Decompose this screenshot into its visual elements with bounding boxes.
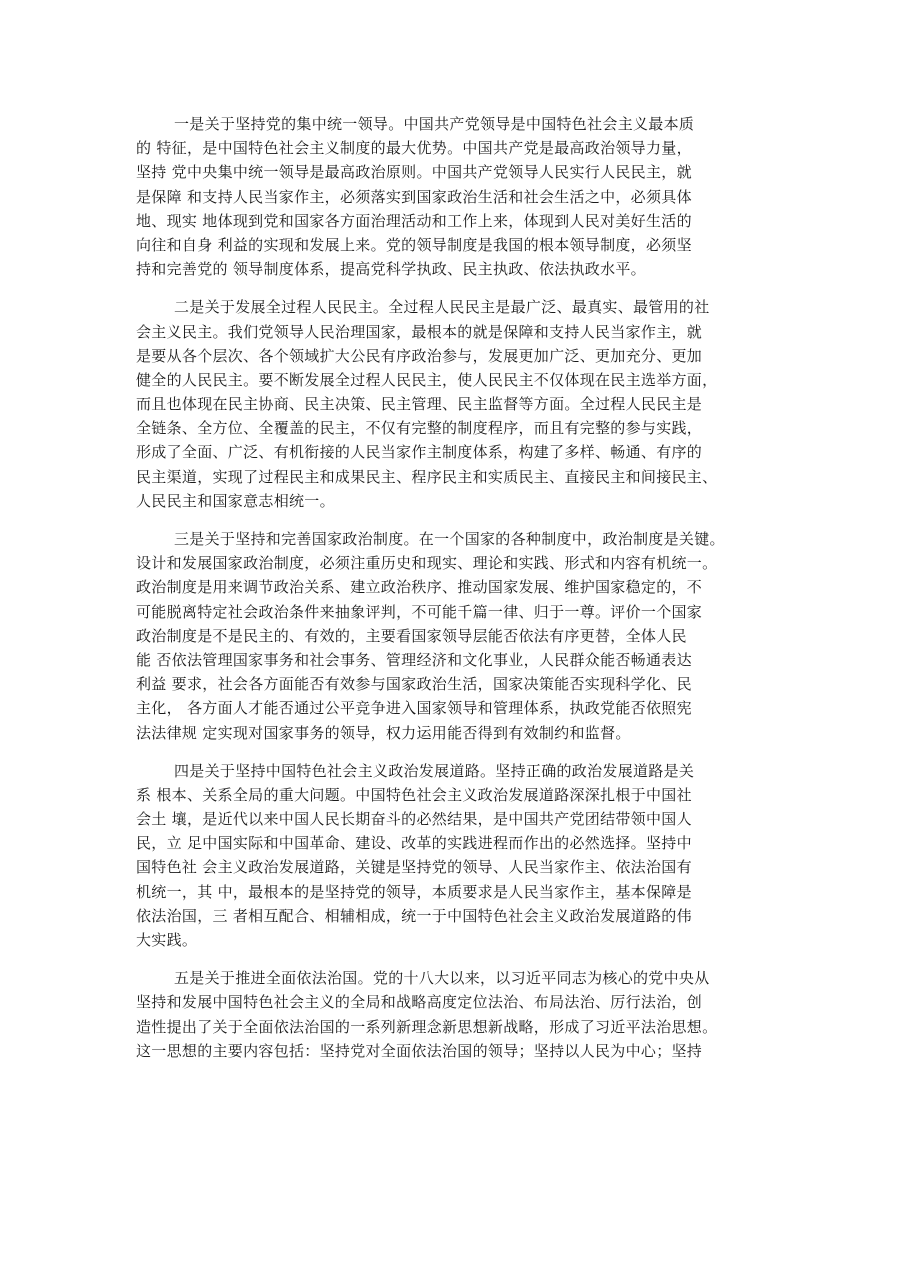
text-line: 全链条、全方位、全覆盖的民主，不仅有完整的制度程序，而且有完整的参与实践，	[136, 419, 703, 438]
text-line: 会土 壤，是近代以来中国人民长期奋斗的必然结果，是中国共产党团结带领中国人	[136, 810, 692, 829]
text-line: 民主渠道，实现了过程民主和成果民主、程序民主和实质民主、直接民主和间接民主、	[136, 467, 718, 486]
text-line: 五是关于推进全面依法治国。党的十八大以来，以习近平同志为核心的党中央从	[174, 969, 710, 988]
text-line: 持和完善党的 领导制度体系，提高党科学执政、民主执政、依法执政水平。	[136, 260, 646, 279]
text-line: 是保障 和支持人民当家作主，必须落实到国家政治生活和社会生活之中，必须具体	[136, 187, 692, 206]
text-line: 政治制度是用来调节政治关系、建立政治秩序、推动国家发展、维护国家稳定的，不	[136, 578, 703, 597]
text-line: 四是关于坚持中国特色社会主义政治发展道路。坚持正确的政治发展道路是关	[174, 761, 695, 780]
paragraph	[136, 759, 786, 953]
text-line: 坚持和发展中国特色社会主义的全局和战略高度定位法治、布局法治、厉行法治，创	[136, 993, 703, 1012]
paragraph	[136, 527, 786, 745]
text-line: 三是关于坚持和完善国家政治制度。在一个国家的各种制度中，政治制度是关键。	[174, 530, 725, 548]
text-line: 会主义民主。我们党领导人民治理国家，最根本的就是保障和支持人民当家作主，就	[136, 322, 703, 341]
text-line: 能 否依法管理国家事务和社会事务、管理经济和文化事业，人民群众能否畅通表达	[136, 650, 692, 669]
text-line: 这一思想的主要内容包括：坚持党对全面依法治国的领导；坚持以人民为中心；坚持	[136, 1041, 703, 1060]
text-line: 利益 要求，社会各方面能否有效参与国家政治生活，国家决策能否实现科学化、民	[136, 675, 692, 694]
text-line: 可能脱离特定社会政治条件来抽象评判，不可能千篇一律、归于一尊。评价一个国家	[136, 602, 703, 621]
document-body	[136, 112, 786, 1077]
text-line: 设计和发展国家政治制度，必须注重历史和现实、理论和实践、形式和内容有机统一。	[136, 554, 718, 573]
text-line: 系 根本、关系全局的重大问题。中国特色社会主义政治发展道路深深扎根于中国社	[136, 785, 692, 804]
paragraph	[136, 112, 786, 281]
text-line: 地、现实 地体现到党和国家各方面治理活动和工作上来，体现到人民对美好生活的	[136, 211, 692, 230]
paragraph	[136, 295, 786, 513]
text-line: 形成了全面、广泛、有机衔接的人民当家作主制度体系，构建了多样、畅通、有序的	[136, 443, 703, 462]
text-line: 机统一，其 中，最根本的是坚持党的领导，本质要求是人民当家作主，基本保障是	[136, 882, 692, 901]
text-line: 造性提出了关于全面依法治国的一系列新理念新思想新战略，形成了习近平法治思想。	[136, 1017, 718, 1036]
text-line: 法法律规 定实现对国家事务的领导，权力运用能否得到有效制约和监督。	[136, 723, 631, 742]
text-line: 主化， 各方面人才能否通过公平竞争进入国家领导和管理体系，执政党能否依照宪	[136, 699, 692, 718]
paragraph	[136, 966, 786, 1063]
text-line: 人民民主和国家意志相统一。	[136, 491, 335, 510]
text-line: 的 特征，是中国特色社会主义制度的最大优势。中国共产党是最高政治领导力量，	[136, 139, 692, 158]
text-line: 坚持 党中央集中统一领导是最高政治原则。中国共产党领导人民实行人民民主，就	[136, 163, 692, 182]
text-line: 依法治国，三 者相互配合、相辅相成，统一于中国特色社会主义政治发展道路的伟	[136, 906, 692, 925]
text-line: 民，立 足中国实际和中国革命、建设、改革的实践进程而作出的必然选择。坚持中	[136, 834, 692, 853]
text-line: 向往和自身 利益的实现和发展上来。党的领导制度是我国的根本领导制度，必须坚	[136, 235, 692, 254]
text-line: 而且也体现在民主协商、民主决策、民主管理、民主监督等方面。全过程人民民主是	[136, 395, 703, 414]
text-line: 健全的人民民主。要不断发展全过程人民民主，使人民民主不仅体现在民主选举方面，	[136, 370, 718, 389]
text-line: 国特色社 会主义政治发展道路，关键是坚持党的领导、人民当家作主、依法治国有	[136, 858, 692, 877]
text-line: 二是关于发展全过程人民民主。全过程人民民主是最广泛、最真实、最管用的社	[174, 298, 710, 317]
text-line: 一是关于坚持党的集中统一领导。中国共产党领导是中国特色社会主义最本质	[174, 115, 695, 133]
text-line: 大实践。	[136, 931, 198, 949]
text-line: 是要从各个层次、各个领域扩大公民有序政治参与，发展更加广泛、更加充分、更加	[136, 346, 703, 365]
text-line: 政治制度是不是民主的、有效的，主要看国家领导层能否依法有序更替，全体人民	[136, 626, 687, 645]
